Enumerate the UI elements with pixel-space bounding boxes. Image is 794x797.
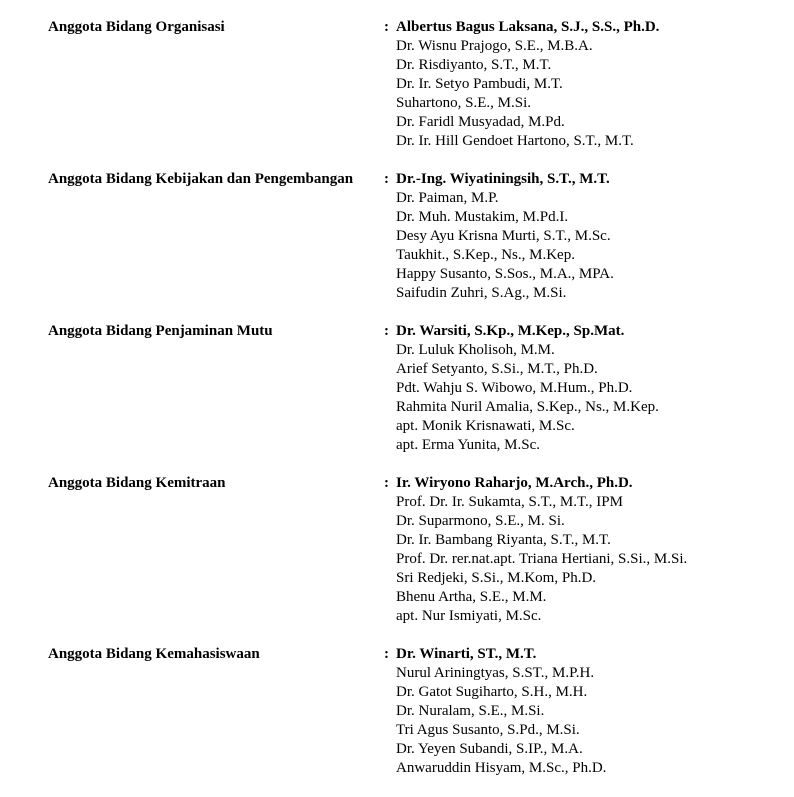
- member-item: apt. Erma Yunita, M.Sc.: [396, 437, 541, 453]
- member-item: Dr. Gatot Sugiharto, S.H., M.H.: [396, 684, 588, 700]
- member-item: Dr. Ir. Bambang Riyanta, S.T., M.T.: [396, 532, 611, 548]
- member-item: Dr. Ir. Setyo Pambudi, M.T.: [396, 76, 563, 92]
- member-item: Pdt. Wahju S. Wibowo, M.Hum., Ph.D.: [396, 380, 633, 396]
- member-item: Nurul Ariningtyas, S.ST., M.P.H.: [396, 665, 595, 681]
- member-chair: Ir. Wiryono Raharjo, M.Arch., Ph.D.: [396, 475, 633, 491]
- member-item: Arief Setyanto, S.Si., M.T., Ph.D.: [396, 361, 598, 377]
- colon-separator: :: [384, 646, 389, 662]
- member-roster: [48, 18, 768, 797]
- member-item: apt. Monik Krisnawati, M.Sc.: [396, 418, 575, 434]
- colon-separator: :: [384, 171, 389, 187]
- member-item: Suhartono, S.E., M.Si.: [396, 95, 532, 111]
- member-item: Dr. Muh. Mustakim, M.Pd.I.: [396, 209, 569, 225]
- member-item: Anwaruddin Hisyam, M.Sc., Ph.D.: [396, 760, 607, 776]
- member-chair: Dr.-Ing. Wiyatiningsih, S.T., M.T.: [396, 171, 610, 187]
- colon-separator: :: [384, 323, 389, 339]
- section-label: Anggota Bidang Kemitraan: [48, 475, 226, 491]
- member-item: Happy Susanto, S.Sos., M.A., MPA.: [396, 266, 614, 282]
- member-item: Dr. Nuralam, S.E., M.Si.: [396, 703, 545, 719]
- member-item: Dr. Ir. Hill Gendoet Hartono, S.T., M.T.: [396, 133, 634, 149]
- member-item: Prof. Dr. Ir. Sukamta, S.T., M.T., IPM: [396, 494, 623, 510]
- member-chair: Dr. Winarti, ST., M.T.: [396, 646, 537, 662]
- section-kemahasiswaan: [48, 645, 768, 778]
- member-item: Dr. Luluk Kholisoh, M.M.: [396, 342, 555, 358]
- member-item: Dr. Risdiyanto, S.T., M.T.: [396, 57, 552, 73]
- member-list: [396, 18, 659, 151]
- section-label: Anggota Bidang Kebijakan dan Pengembangan: [48, 171, 354, 187]
- member-list: [396, 645, 606, 778]
- member-item: Taukhit., S.Kep., Ns., M.Kep.: [396, 247, 575, 263]
- member-item: Desy Ayu Krisna Murti, S.T., M.Sc.: [396, 228, 611, 244]
- member-item: Dr. Paiman, M.P.: [396, 190, 499, 206]
- colon-separator: :: [384, 475, 389, 491]
- section-kebijakan-pengembangan: [48, 170, 768, 303]
- member-list: [396, 474, 687, 626]
- member-item: Dr. Faridl Musyadad, M.Pd.: [396, 114, 565, 130]
- section-kemitraan: [48, 474, 768, 626]
- member-chair: Albertus Bagus Laksana, S.J., S.S., Ph.D.: [396, 19, 660, 35]
- member-item: Prof. Dr. rer.nat.apt. Triana Hertiani, S.Si., M.Si.: [396, 551, 688, 567]
- member-item: Sri Redjeki, S.Si., M.Kom, Ph.D.: [396, 570, 597, 586]
- member-chair: Dr. Warsiti, S.Kp., M.Kep., Sp.Mat.: [396, 323, 625, 339]
- member-item: Saifudin Zuhri, S.Ag., M.Si.: [396, 285, 567, 301]
- section-organisasi: [48, 18, 768, 151]
- member-item: Tri Agus Susanto, S.Pd., M.Si.: [396, 722, 580, 738]
- member-item: Bhenu Artha, S.E., M.M.: [396, 589, 547, 605]
- section-label: Anggota Bidang Organisasi: [48, 19, 225, 35]
- member-item: Dr. Yeyen Subandi, S.IP., M.A.: [396, 741, 583, 757]
- member-item: Dr. Wisnu Prajogo, S.E., M.B.A.: [396, 38, 593, 54]
- member-item: apt. Nur Ismiyati, M.Sc.: [396, 608, 542, 624]
- member-item: Dr. Suparmono, S.E., M. Si.: [396, 513, 565, 529]
- member-list: [396, 322, 659, 455]
- section-label: Anggota Bidang Kemahasiswaan: [48, 646, 260, 662]
- member-item: Rahmita Nuril Amalia, S.Kep., Ns., M.Kep.: [396, 399, 659, 415]
- section-penjaminan-mutu: [48, 322, 768, 455]
- member-list: [396, 170, 614, 303]
- colon-separator: :: [384, 19, 389, 35]
- section-label: Anggota Bidang Penjaminan Mutu: [48, 323, 273, 339]
